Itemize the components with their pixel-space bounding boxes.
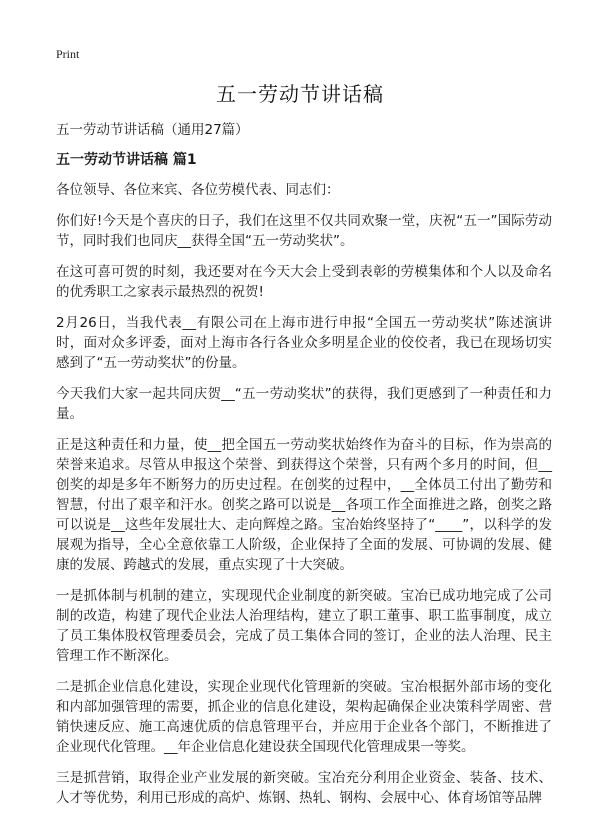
section-heading: 五一劳动节讲话稿 篇1 xyxy=(56,152,197,168)
paragraph: 在这可喜可贺的时刻，我还要对在今天大会上受到表彰的劳模集体和个人以及命名的优秀职工之家表示最热烈的祝贺! xyxy=(56,264,552,300)
paragraph: 一是抓体制与机制的建立，实现现代企业制度的新突破。宝冶已成功地完成了公司制的改造，构建了现代企业法人治理结构，建立了职工董事、职工监事制度，成立了员工集体股权管理委员会，完成了员工集体合同的签订，企业的法人治理、民主管理工作不断深化。 xyxy=(56,588,552,664)
article-body xyxy=(56,120,552,819)
paragraph: 正是这种责任和力量，使__把全国五一劳动奖状始终作为奋斗的目标，作为崇高的荣誉来追求。尽管从申报这个荣誉、到获得这个荣誉，只有两个多月的时间，但__创奖的却是多年不断努力的历史过程。在创奖的过程中，__全体员工付出了勤劳和智慧，付出了艰辛和汗水。创奖之路可以说是__各项工作全面推进之路，创奖之路可以说是__这些年发展壮大、走向辉煌之路。宝冶始终坚持了“____”，以科学的发展观为指导，全心全意依靠工人阶级，企业保持了全面的发展、可协调的发展、健康的发展、跨越式的发展，重点实现了十大突破。 xyxy=(56,437,552,573)
paragraph-greeting: 各位领导、各位来宾、各位劳模代表、同志们： xyxy=(56,182,340,198)
paragraph: 三是抓营销，取得企业产业发展的新突破。宝冶充分利用企业资金、装备、技术、人才等优势，利用已形成的高炉、炼钢、热轧、钢构、会展中心、体育场馆等品牌 xyxy=(56,770,552,806)
paragraph: 2月26日，当我代表__有限公司在上海市进行申报“全国五一劳动奖状”陈述演讲时，面对众多评委，面对上海市各行各业众多明星企业的佼佼者，我已在现场切实感到了“五一劳动奖状”的份量。 xyxy=(56,315,552,371)
paragraph: 你们好!今天是个喜庆的日子，我们在这里不仅共同欢聚一堂，庆祝“五一”国际劳动节，同时我们也同庆__获得全国“五一劳动奖状”。 xyxy=(56,213,552,249)
article-subtitle: 五一劳动节讲话稿（通用27篇） xyxy=(56,122,249,138)
print-link[interactable]: Print xyxy=(56,47,80,61)
paragraph: 二是抓企业信息化建设，实现企业现代化管理新的突破。宝冶根据外部市场的变化和内部加强管理的需要，抓企业的信息化建设，架构起确保企业决策科学周密、营销快速反应、施工高速优质的信息管理平台，并应用于企业各个部门，不断推进了企业现代化管理。__年企业信息化建设获全国现代化管理成果一等奖。 xyxy=(56,679,552,755)
paragraph: 今天我们大家一起共同庆贺__“五一劳动奖状”的获得，我们更感到了一种责任和力量。 xyxy=(56,386,552,422)
page-title: 五一劳动节讲话稿 xyxy=(216,82,384,106)
